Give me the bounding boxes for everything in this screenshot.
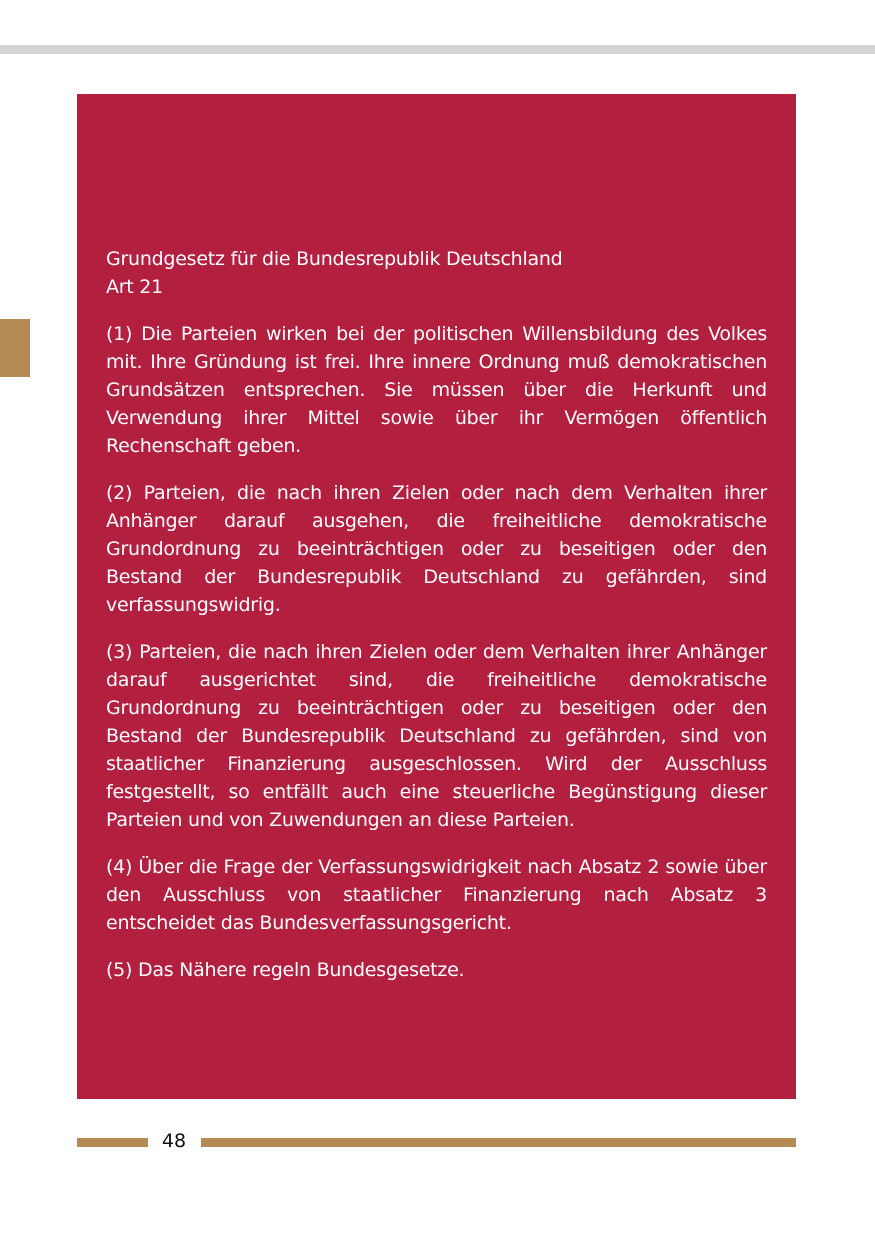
law-title: Grundgesetz für die Bundesrepublik Deutschland [106, 248, 563, 270]
article-panel [77, 94, 796, 1099]
article-heading [106, 245, 767, 301]
article-number: Art 21 [106, 276, 163, 298]
footer-rule-right [201, 1138, 796, 1147]
paragraph-2: (2) Parteien, die nach ihren Zielen oder nach dem Verhalten ihrer Anhänger darauf ausgehen, die freiheitliche demokratische Grundordnung zu beeinträchtigen oder zu beseitigen oder den Bestand der Bundesrepublik Deutschland zu gefährden, sind verfassungswidrig. [106, 482, 767, 616]
article-content [106, 245, 767, 1003]
paragraph-3: (3) Parteien, die nach ihren Zielen oder dem Verhalten ihrer Anhänger darauf ausgerichtet sind, die freiheitliche demokratische Grundordnung zu beeinträchtigen oder zu beseitigen oder den Bestand der Bundesrepublik Deutschland zu gefährden, sind von staatlicher Finanzierung ausgeschlossen. Wird der Ausschluss festgestellt, so entfällt auch eine steuerliche Begünstigung dieser Parteien und von Zuwendungen an diese Parteien. [106, 641, 767, 831]
paragraph-5: (5) Das Nähere regeln Bundesgesetze. [106, 959, 465, 981]
footer-rule-left [77, 1138, 148, 1147]
top-rule [0, 45, 875, 54]
paragraph-1: (1) Die Parteien wirken bei der politischen Willensbildung des Volkes mit. Ihre Gründung ist frei. Ihre innere Ordnung muß demokratischen Grundsätzen entsprechen. Sie müssen über die Herkunft und Verwendung ihrer Mittel sowie über ihr Vermögen öffentlich Rechenschaft geben. [106, 323, 767, 457]
page-number: 48 [161, 1130, 187, 1152]
chapter-tab-marker [0, 319, 30, 377]
paragraph-4: (4) Über die Frage der Verfassungswidrigkeit nach Absatz 2 sowie über den Ausschluss von staatlicher Finanzierung nach Absatz 3 entscheidet das Bundesverfassungsgericht. [106, 856, 767, 934]
